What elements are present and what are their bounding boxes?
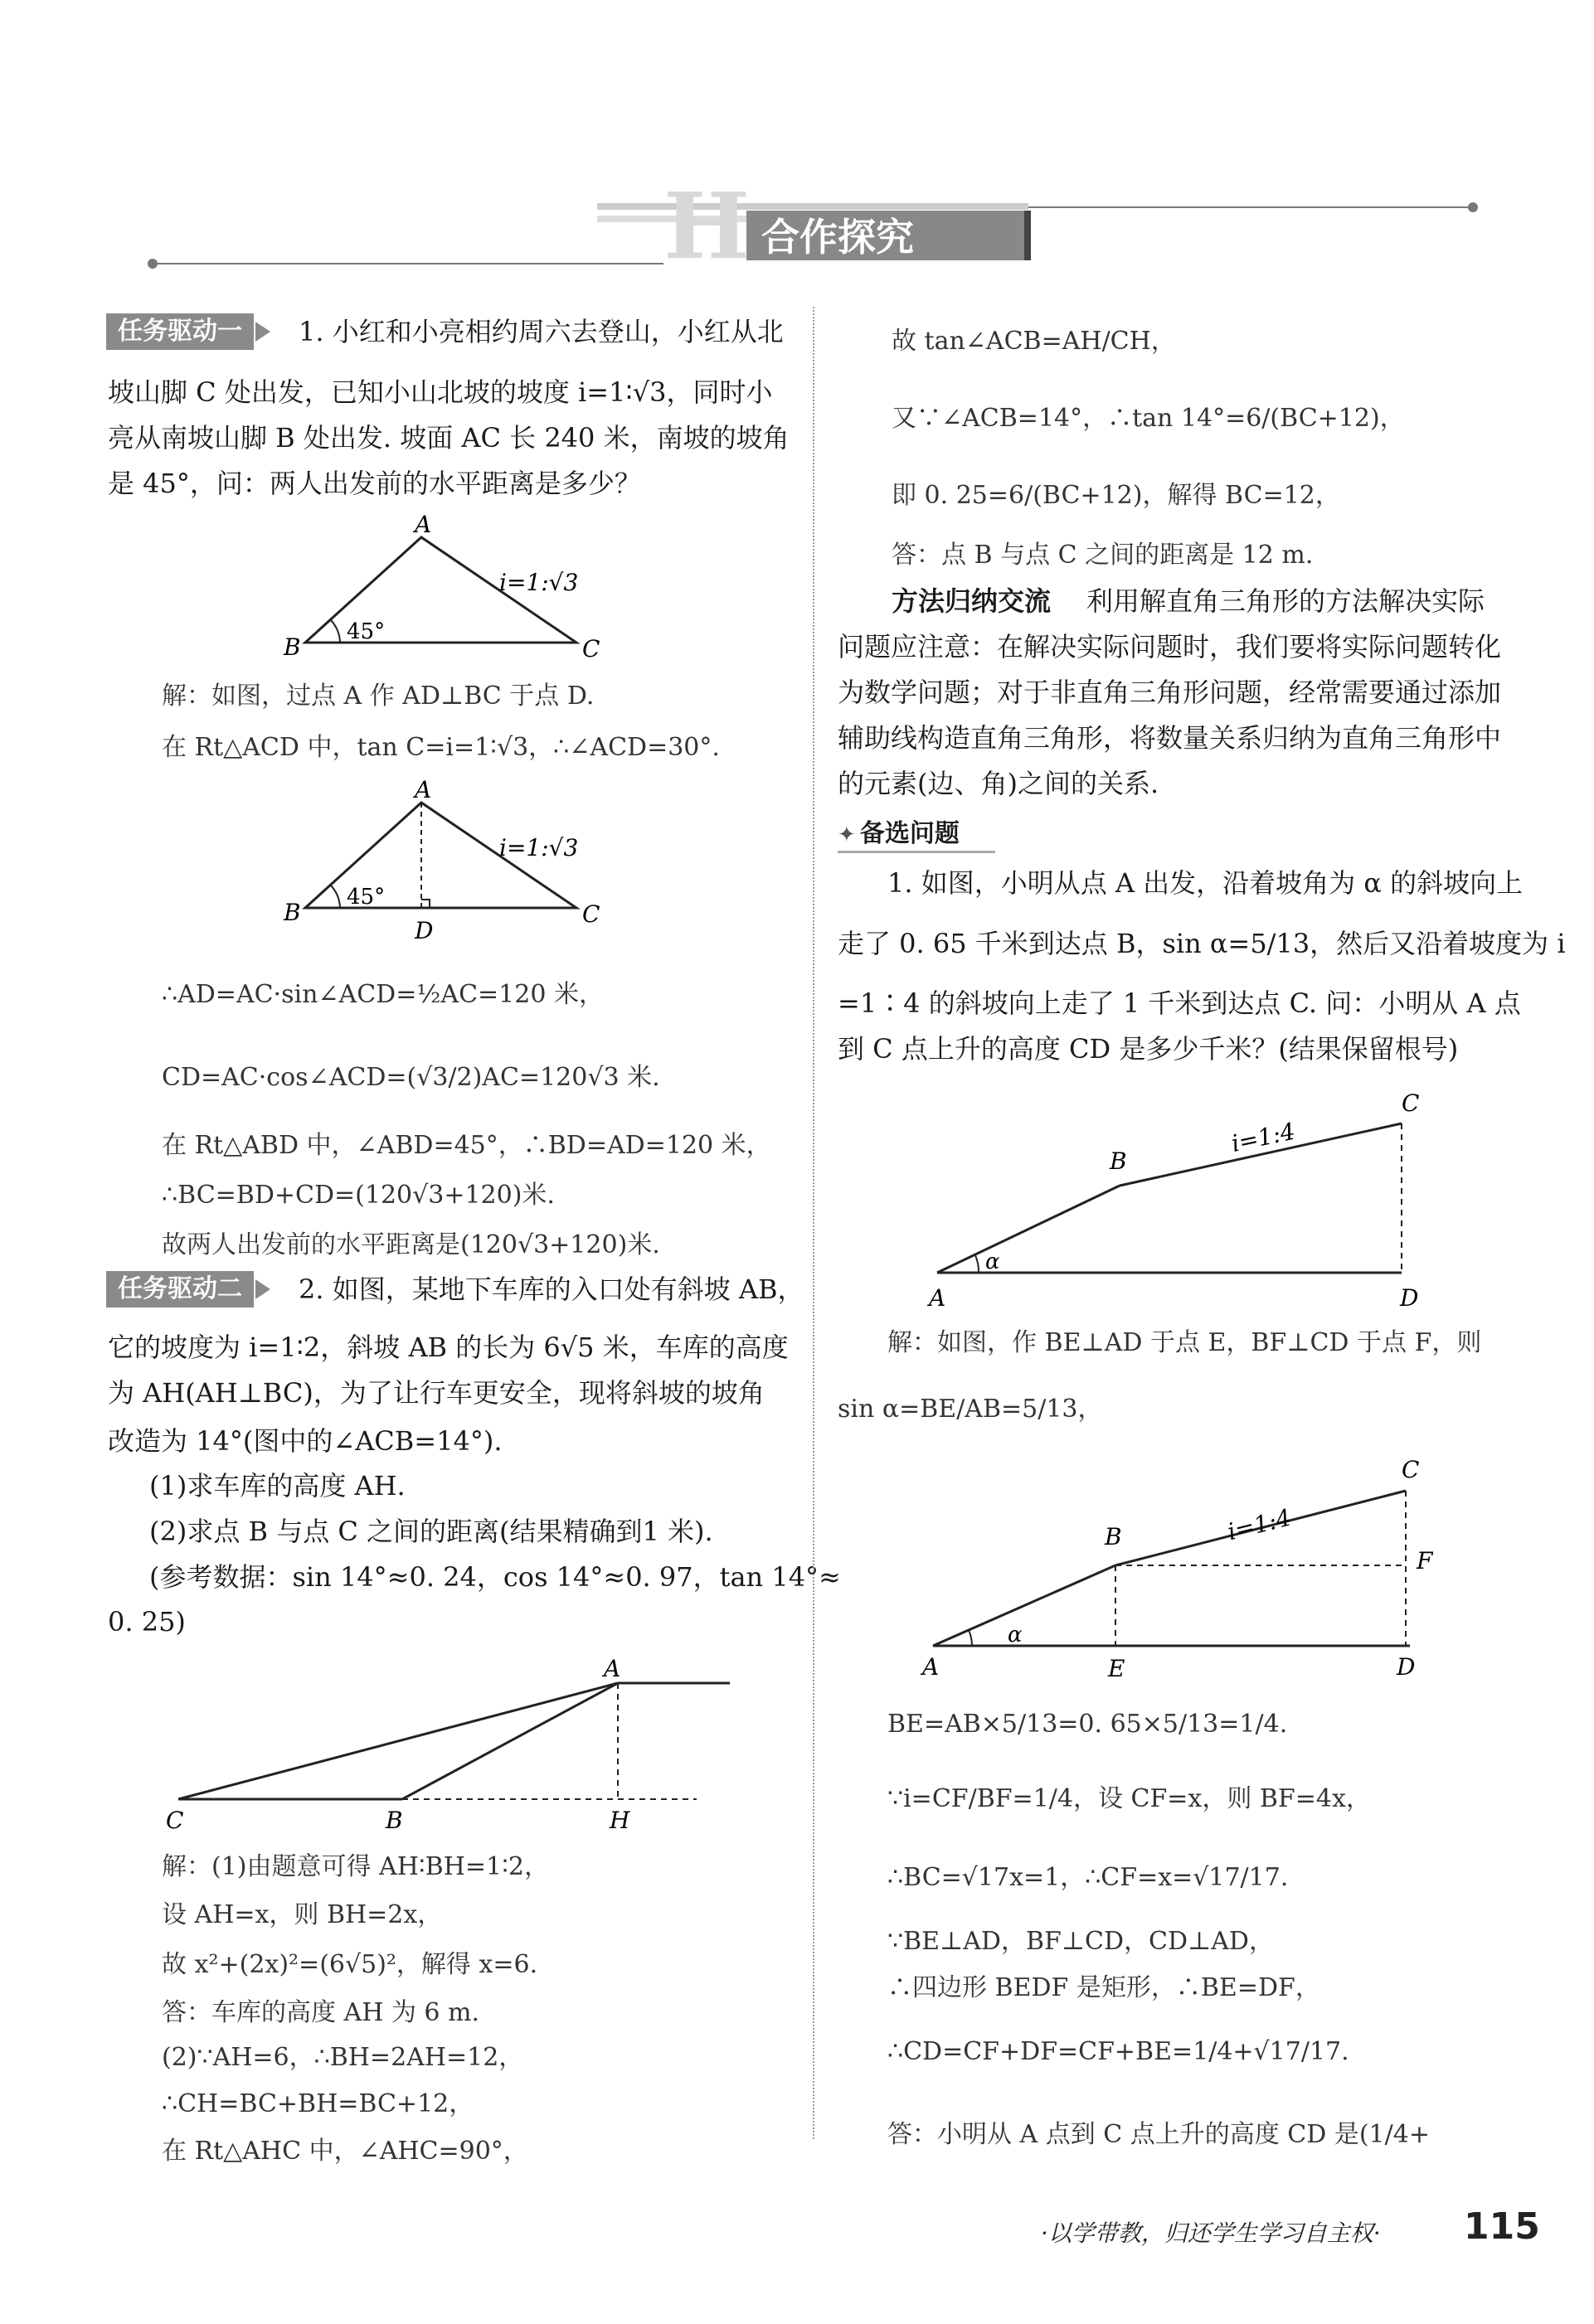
task1-sol-7: 故两人出发前的水平距离是(120√3+120)米.: [162, 1230, 660, 1259]
right-sol-4: ∵i=CF/BF=1/4，设 CF=x，则 BF=4x，: [887, 1784, 1371, 1813]
svg-text:i=1:4: i=1:4: [1224, 1503, 1294, 1546]
task2-sol-2: 故 x²+(2x)²=(6√5)²，解得 x=6.: [162, 1950, 538, 1979]
page-number: 115: [1464, 2205, 1540, 2248]
slope-figure-1: [912, 1078, 1460, 1318]
svg-text:B: B: [284, 633, 301, 661]
task2-line-6: (参考数据：sin 14°≈0. 24，cos 14°≈0. 97，tan 14°≈: [149, 1561, 841, 1593]
task2-line-1: 它的坡度为 i=1∶2，斜坡 AB 的长为 6√5 米，车库的高度: [108, 1332, 789, 1363]
right-sol-2: sin α=BE/AB=5/13，: [838, 1395, 1103, 1424]
task1-line-2: 亮从南坡山脚 B 处出发. 坡面 AC 长 240 米，南坡的坡角: [108, 422, 790, 454]
header-letter: H: [663, 172, 750, 279]
task2-sol-0: 解：(1)由题意可得 AH∶BH=1∶2，: [162, 1852, 549, 1881]
backup-heading: ✦ 备选问题: [838, 813, 995, 853]
svg-text:A: A: [929, 1284, 946, 1312]
task2-tag: 任务驱动二: [106, 1271, 254, 1308]
svg-text:A: A: [922, 1653, 940, 1681]
svg-text:B: B: [1110, 1147, 1127, 1175]
svg-text:i=1:√3: i=1:√3: [499, 569, 579, 596]
svg-text:C: C: [582, 635, 600, 662]
question-line-3: 到 C 点上升的高度 CD 是多少千米？(结果保留根号): [838, 1033, 1459, 1065]
method-line-4: 的元素(边、角)之间的关系.: [838, 768, 1159, 799]
svg-text:D: D: [415, 917, 434, 944]
label-A: A: [415, 514, 432, 538]
question-line-0: 1. 如图，小明从点 A 出发，沿着坡角为 α 的斜坡向上: [887, 867, 1524, 899]
svg-text:i=1:4: i=1:4: [1228, 1117, 1298, 1157]
triangle-figure-2: [282, 779, 614, 953]
section-title: 合作探究: [761, 215, 914, 260]
task1-sol-3: ∴AD=AC·sin∠ACD=½AC=120 米，: [162, 980, 604, 1009]
svg-text:D: D: [1400, 1284, 1419, 1312]
right-sol-3: BE=AB×5/13=0. 65×5/13=1/4.: [887, 1710, 1288, 1739]
task1-tag: 任务驱动一: [106, 313, 254, 350]
right-sol-8: ∴CD=CF+DF=CF+BE=1/4+√17/17.: [887, 2037, 1349, 2066]
method-line-1: 问题应注意：在解决实际问题时，我们要将实际问题转化: [838, 631, 1502, 662]
triangle-figure-1: [282, 514, 614, 672]
task2-sol-1: 设 AH=x，则 BH=2x，: [162, 1900, 443, 1929]
right-sol-5: ∴BC=√17x=1，∴CF=x=√17/17.: [887, 1863, 1289, 1892]
svg-text:H: H: [610, 1807, 630, 1834]
right-sol-7: ∴四边形 BEDF 是矩形，∴BE=DF，: [887, 1973, 1320, 2002]
svg-text:A: A: [604, 1658, 621, 1682]
svg-text:C: C: [1402, 1456, 1420, 1483]
right-sol-6: ∵BE⊥AD，BF⊥CD，CD⊥AD，: [887, 1927, 1274, 1956]
task2-sol-6: 在 Rt△AHC 中，∠AHC=90°，: [162, 2137, 528, 2166]
task1-sol-6: ∴BC=BD+CD=(120√3+120)米.: [162, 1181, 555, 1210]
task1-sol-1: 解：如图，过点 A 作 AD⊥BC 于点 D.: [162, 682, 595, 711]
task1-line-0: 1. 小红和小亮相约周六去登山，小红从北: [299, 316, 784, 347]
svg-text:D: D: [1397, 1653, 1416, 1681]
svg-text:45°: 45°: [347, 885, 386, 910]
task2-line-4: (1)求车库的高度 AH.: [149, 1470, 406, 1502]
task2-sol-3: 答：车库的高度 AH 为 6 m.: [162, 1998, 480, 2027]
right-sol-1: 解：如图，作 BE⊥AD 于点 E，BF⊥CD 于点 F，则: [887, 1328, 1482, 1357]
task2-line-2: 为 AH(AH⊥BC)，为了让行车更安全，现将斜坡的坡角: [108, 1377, 765, 1409]
task1-sol-4: CD=AC·cos∠ACD=(√3/2)AC=120√3 米.: [162, 1063, 660, 1092]
svg-text:C: C: [1402, 1089, 1420, 1117]
task2-line-3: 改造为 14°(图中的∠ACB=14°).: [108, 1425, 503, 1457]
slope-figure-2: [912, 1443, 1460, 1683]
svg-text:α: α: [1008, 1623, 1023, 1647]
task1-sol-5: 在 Rt△ABD 中，∠ABD=45°，∴BD=AD=120 米，: [162, 1131, 771, 1160]
footer-slogan: ·以学带教，归还学生学习自主权·: [1041, 2220, 1381, 2247]
svg-text:i=1:√3: i=1:√3: [499, 834, 579, 861]
right-line-2: 又∵∠ACB=14°，∴tan 14°=6/(BC+12)，: [892, 404, 1405, 433]
question-line-1: 走了 0. 65 千米到达点 B，sin α=5/13，然后又沿着坡度为 i: [838, 928, 1566, 959]
method-line-2: 为数学问题；对于非直角三角形问题，经常需要通过添加: [838, 677, 1502, 708]
star-icon: ✦: [838, 822, 856, 847]
method-line-3: 辅助线构造直角三角形，将数量关系归纳为直角三角形中: [838, 722, 1502, 754]
svg-text:B: B: [1105, 1523, 1122, 1550]
task2-line-7: 0. 25): [108, 1606, 186, 1637]
task1-sol-2: 在 Rt△ACD 中，tan C=i=1∶√3，∴∠ACD=30°.: [162, 733, 720, 762]
svg-text:C: C: [582, 900, 600, 928]
task1-line-1: 坡山脚 C 处出发，已知小山北坡的坡度 i=1∶√3，同时小: [108, 376, 773, 408]
right-line-4: 答：点 B 与点 C 之间的距离是 12 m.: [892, 541, 1314, 570]
svg-text:C: C: [166, 1807, 184, 1834]
svg-text:α: α: [985, 1249, 1000, 1274]
task2-sol-4: (2)∵AH=6，∴BH=2AH=12，: [162, 2043, 524, 2072]
diamond-icon: [148, 259, 158, 269]
task2-line-0: 2. 如图，某地下车库的入口处有斜坡 AB，: [299, 1274, 804, 1305]
ramp-figure: [158, 1658, 755, 1841]
method-line-0: 利用解直角三角形的方法解决实际: [1086, 585, 1485, 617]
svg-text:B: B: [386, 1807, 403, 1834]
svg-text:45°: 45°: [347, 619, 386, 644]
svg-text:B: B: [284, 899, 301, 926]
right-sol-9: 答：小明从 A 点到 C 点上升的高度 CD 是(1/4+: [887, 2120, 1430, 2149]
task1-line-3: 是 45°，问：两人出发前的水平距离是多少？: [108, 468, 641, 499]
method-title: 方法归纳交流: [892, 585, 1052, 617]
right-line-1: 故 tan∠ACB=AH/CH，: [892, 327, 1176, 356]
task2-sol-5: ∴CH=BC+BH=BC+12，: [162, 2089, 474, 2118]
right-line-3: 即 0. 25=6/(BC+12)，解得 BC=12，: [892, 481, 1340, 510]
task2-line-5: (2)求点 B 与点 C 之间的距离(结果精确到1 米).: [149, 1516, 713, 1547]
column-divider: [813, 307, 814, 2139]
svg-text:F: F: [1417, 1547, 1433, 1574]
question-line-2: =1∶4 的斜坡向上走了 1 千米到达点 C. 问：小明从 A 点: [838, 987, 1521, 1019]
svg-text:A: A: [415, 779, 432, 803]
svg-text:E: E: [1108, 1655, 1125, 1682]
